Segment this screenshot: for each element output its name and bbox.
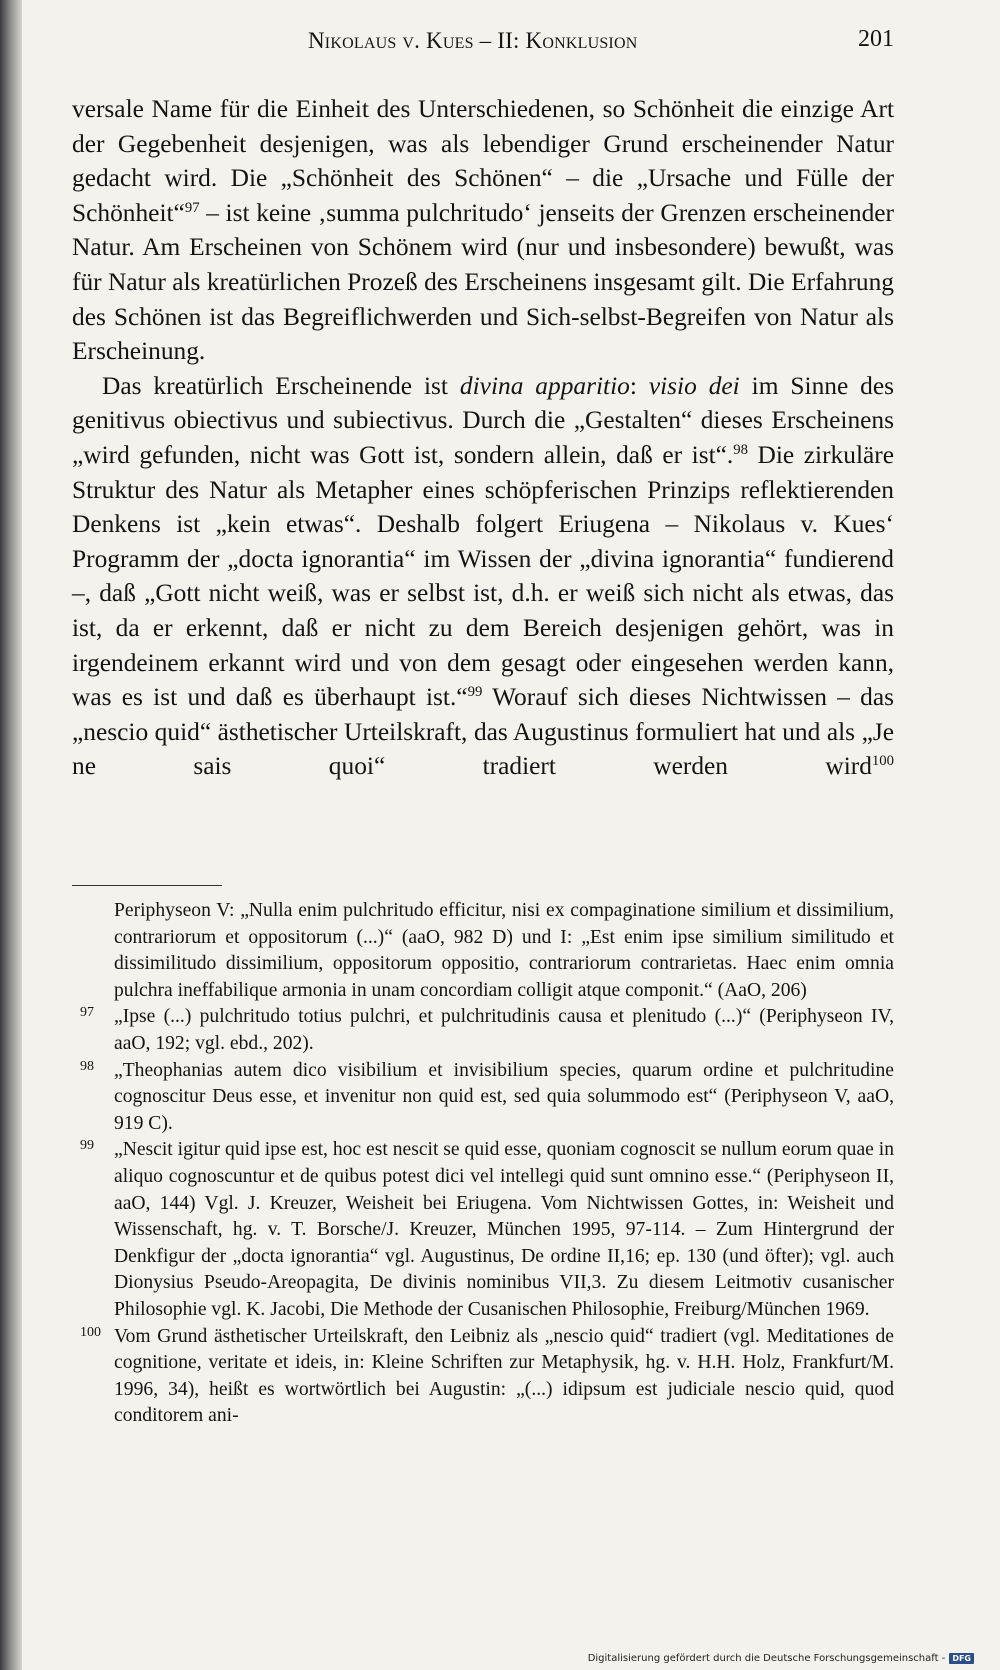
page-number: 201 [858,26,894,52]
footnote-97 [72,1004,894,1057]
paragraph-2-italic-2: visio dei [648,371,740,400]
paragraph-2-italic-1: divina apparitio [459,371,630,400]
footnote-number: 97 [80,1005,94,1021]
footnote-number: 100 [80,1324,101,1340]
credit-text: Digitalisierung gefördert durch die Deutsche Forschungsgemeinschaft - [587,1653,946,1664]
paragraph-2-text-e: Worauf sich dieses Nichtwissen – das „nescio quid“ ästhetischer Urteilskraft, das Augustinus formuliert hat und als „Je ne sais quoi“ tradiert werden wird [72,683,894,781]
footnotes [72,898,894,1430]
footnote-number: 98 [80,1058,94,1074]
dfg-logo: DFG [949,1653,974,1664]
paragraph-2-text-c: im Sinne des genitivus obiectivus und subiectivus. Durch die „Gestalten“ dieses Erscheinens „wird gefunden, nicht was Gott ist, sondern allein, daß er ist“. [72,371,894,469]
paragraph-1-text-b: – ist keine ‚summa pulchritudo‘ jenseits der Grenzen erscheinender Natur. Am Erscheinen von Schönem wird (nur und insbesondere) bewußt, was für Natur als kreatürlichen Prozeß des Erscheinens insgesamt gilt. Die Erfahrung des Schönen ist das Begreiflichwerden und Sich-selbst-Begreifen von Natur als Erscheinung. [72,198,894,366]
digitization-credit [588,1653,974,1664]
footnote-ref-98: 98 [733,441,748,458]
main-text [72,92,894,784]
footnote-text: „Theophanias autem dico visibilium et invisibilium species, quarum ordine et pulchritudine cognoscitur Deus esse, et invenitur non quid est, sed quia solummodo est“ (Periphyseon V, aaO, 919 C). [114,1059,894,1134]
footnote-99 [72,1137,894,1323]
paragraph-1 [72,92,894,369]
footnote-text: Vom Grund ästhetischer Urteilskraft, den Leibniz als „nescio quid“ tradiert (vgl. Meditationes de cognitione, veritate et ideis, in: Kleine Schriften zur Metaphysik, hg. v. H.H. Holz, Frankfurt/M. 1996, 34), heißt es wortwörtlich bei Augustin: „(...) idipsum est judiciale nescio quid, quod conditorem ani- [114,1325,894,1427]
footnote-ref-99: 99 [467,683,483,700]
paragraph-2-text-b: : [629,371,649,400]
footnote-separator [72,885,222,886]
footnote-continued [72,898,894,1004]
footnote-98 [72,1058,894,1138]
running-head: Nikolaus v. Kues – II: Konklusion [308,28,638,53]
footnote-text: „Nescit igitur quid ipse est, hoc est nescit se quid esse, quoniam cognoscit se nullum eorum quae in aliquo cognoscuntur et de quibus potest dici vel intellegi quid sunt omnino esse.“ (Periphyseon II, aaO, 144) Vgl. J. Kreuzer, Weisheit bei Eriugena. Vom Nichtwissen Gottes, in: Weisheit und Wissenschaft, hg. v. T. Borsche/J. Kreuzer, München 1995, 97-114. – Zum Hintergrund der Denkfigur der „docta ignorantia“ vgl. Augustinus, De ordine II,16; ep. 130 (und öfter); vgl. auch Dionysius Pseudo-Areopagita, De divinis nominibus VII,3. Zu diesem Leitmotiv cusanischer Philosophie vgl. K. Jacobi, Die Methode der Cusanischen Philosophie, Freiburg/München 1969. [114,1139,894,1320]
footnote-100 [72,1324,894,1430]
footnote-text: Periphyseon V: „Nulla enim pulchritudo efficitur, nisi ex compaginatione similium et dissimilium, contrariorum et oppositorum (...)“ (aaO, 982 D) und I: „Est enim ipse similium similitudo et dissimilitudo dissimilium, oppositorum oppositio, contrariorum contrarietas. Haec enim omnia pulchra ineffabilique armonia in unam concordiam colligit atque componit.“ (AaO, 206) [114,900,894,1001]
book-gutter-shadow [0,0,22,1670]
paragraph-1-text-a: versale Name für die Einheit des Unterschiedenen, so Schönheit die einzige Art der Gegebenheit desjenigen, was als lebendiger Grund erscheinender Natur gedacht wird. Die „Schönheit des Schönen“ – die „Ursache und Fülle der Schönheit“ [72,95,894,227]
footnote-ref-97: 97 [184,199,200,216]
footnote-ref-100: 100 [871,753,894,770]
paragraph-2-text-a: Das kreatürlich Erscheinende ist [102,371,460,400]
page-header [72,24,894,58]
paragraph-2 [72,369,894,784]
paragraph-2-text-d: Die zirkuläre Struktur des Natur als Metapher eines schöpferischen Prinzips reflektierenden Denkens ist „kein etwas“. Deshalb folgert Eriugena – Nikolaus v. Kues‘ Programm der „docta ignorantia“ im Wissen der „divina ignorantia“ fundierend –, daß „Gott nicht weiß, was er selbst ist, d.h. er weiß sich nicht als etwas, das ist, da er erkennt, daß er nicht zu dem Bereich desjenigen gehört, was in irgendeinem erkannt wird und von dem gesagt oder eingesehen werden kann, was es ist und daß es überhaupt ist.“ [72,440,894,712]
footnote-text: „Ipse (...) pulchritudo totius pulchri, et pulchritudinis causa et plenitudo (...)“ (Periphyseon IV, aaO, 192; vgl. ebd., 202). [114,1006,894,1054]
footnote-number: 99 [80,1138,94,1154]
